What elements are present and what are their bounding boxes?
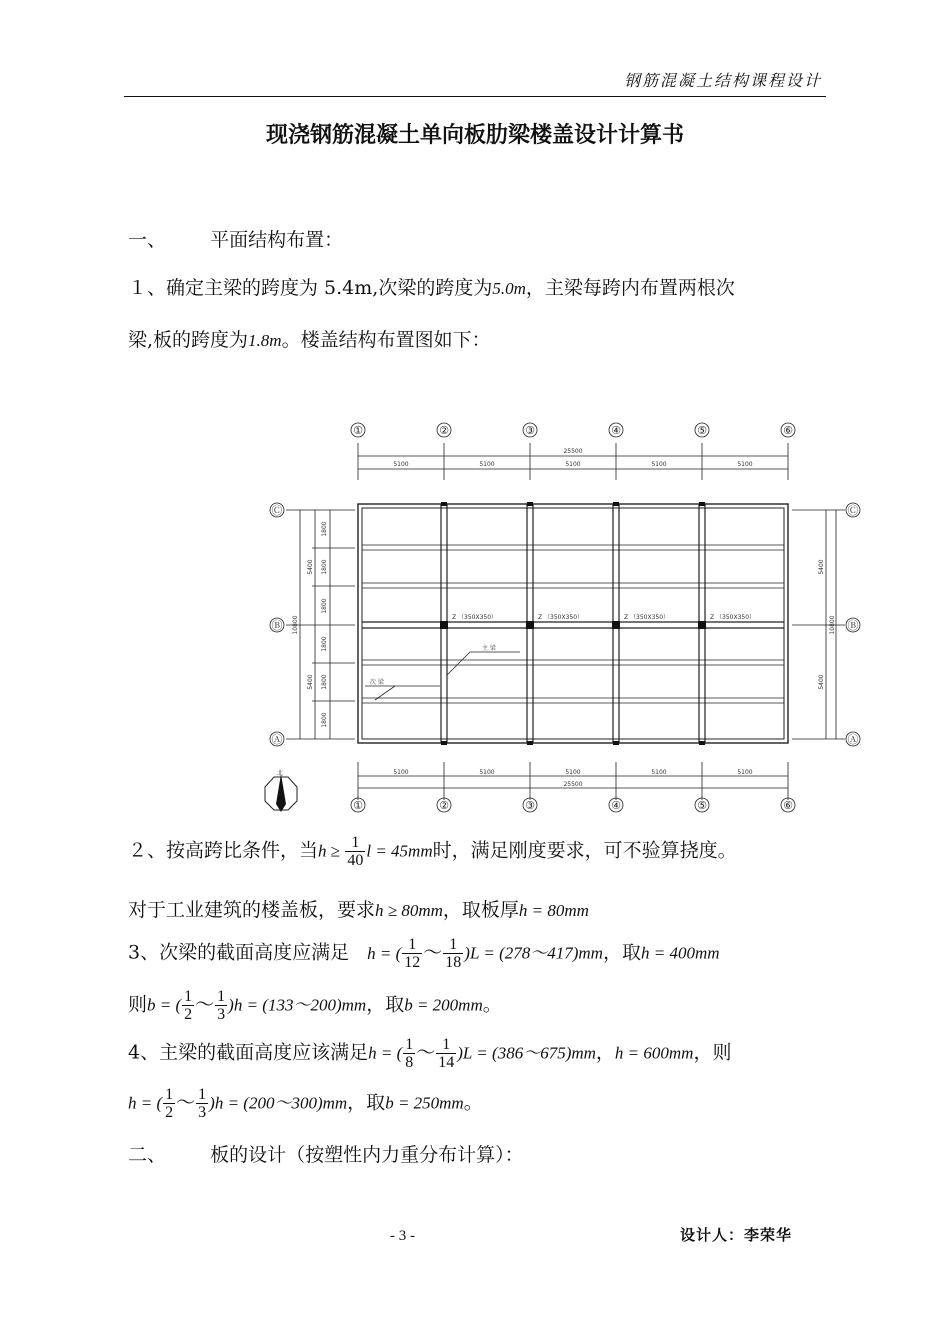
column-label-4: Z （350X350） [710,614,756,621]
p1-secondary-span: 5.0m [492,279,526,298]
axis-label-right-c: Ⓒ [847,504,859,517]
dim-overall-width-top: 25500 [563,448,583,455]
p1-text-d: 。楼盖结构布置图如下： [281,329,491,351]
dim-bay-top-2: 5100 [479,461,495,468]
section-1-number: 一、 [128,229,167,251]
p3-g2-den: 3 [217,1006,226,1023]
column-label-2: Z （350X350） [538,614,584,621]
p3-fraction-3 [182,988,194,1023]
p3-lhs-2: b = ( [147,995,182,1015]
p3-rest-2: )h = (133～200)mm [228,995,367,1015]
section-2-number: 二、 [128,1144,167,1166]
p3-end: 。 [482,993,502,1016]
axis-label-left-a: Ⓐ [271,733,283,746]
column-marks [276,502,706,812]
column-label-1: Z （350X350） [452,614,498,621]
page-number: - 3 - [390,1228,415,1244]
axis-label-right-a: Ⓐ [847,733,859,746]
p2-text-b: 时，满足刚度要求，可不验算挠度。 [432,839,737,862]
paragraph-2-line-1 [128,834,737,869]
p3-g1-num: 1 [184,988,193,1005]
p3-text-a: 3、次梁的截面高度应满足 [128,941,350,964]
dim-bay-top-4: 5100 [651,461,667,468]
p2-fraction [345,834,365,869]
p1-text-a: １、确定主梁的跨度为 5.4m,次梁的跨度为 [128,277,493,299]
p4-f2-num: 1 [436,1036,456,1054]
dim-bay-bottom-4: 5100 [651,769,667,776]
p3-fraction-2 [443,936,463,971]
axis-label-top-2: ② [439,424,449,437]
p2-text-a: ２、按高跨比条件，当 [128,839,319,862]
p4-g1-den: 2 [165,1104,174,1121]
p2-rest: l = 45mm [366,841,433,861]
dim-bay-top-5: 5100 [737,461,753,468]
dim-slab-left-1: 1800 [321,521,328,537]
p4-tilde-2: ～ [176,1091,196,1114]
dim-bay-bottom-5: 5100 [737,769,753,776]
dim-overall-depth-right: 10800 [829,615,836,635]
p2-requirement: h ≥ 80mm [375,901,443,920]
dim-bay-top-1: 5100 [393,461,409,468]
p3-f2-num: 1 [443,936,463,954]
paragraph-3-line-2 [128,988,502,1023]
axis-label-bottom-3: ③ [525,799,535,812]
p3-g2-num: 1 [217,988,226,1005]
p4-g2-den: 3 [198,1104,207,1121]
dim-main-span-left-2: 5400 [307,674,314,690]
axis-label-top-3: ③ [525,424,535,437]
axis-label-bottom-1: ① [353,799,363,812]
p3-g1-den: 2 [184,1006,193,1023]
main-beam-label: 主 梁 [482,645,496,652]
p4-f1-num: 1 [405,1036,414,1053]
p4-f2-den: 14 [438,1054,455,1071]
dim-overall-width-bottom: 25500 [563,781,583,788]
p4-tilde: ～ [416,1041,436,1064]
p3-text-b: ，取 [602,941,641,964]
axis-label-top-5: ⑤ [697,424,707,437]
p3-lhs: h = ( [367,943,402,963]
header-course-title: 钢筋混凝土结构课程设计 [623,71,822,90]
axis-label-left-c: Ⓒ [271,504,283,517]
p3-f1-den: 12 [404,954,421,971]
secondary-beam-label: 次 梁 [370,679,384,686]
column-label-3: Z （350X350） [624,614,670,621]
p4-value: h = 600mm [614,1043,694,1063]
paragraph-2-line-2 [128,895,589,922]
p1-text-c: 梁,板的跨度为 [128,329,249,351]
north-label: 北 [277,770,284,777]
dim-bay-bottom-1: 5100 [393,769,409,776]
designer-credit: 设计人：李荣华 [680,1226,793,1244]
dim-main-span-left-1: 5400 [307,559,314,575]
section-2-heading [128,1140,524,1167]
dim-slab-left-3: 1800 [321,598,328,614]
p1-text-b: ，主梁每跨内布置两根次 [525,277,735,299]
axis-label-bottom-5: ⑤ [697,799,707,812]
p2-frac-den: 40 [347,852,364,869]
p4-fraction-3 [163,1086,175,1121]
axis-label-top-1: ① [353,424,363,437]
p3-fraction-4 [215,988,227,1023]
p4-lhs: h = ( [368,1043,403,1063]
p3-fraction-1 [402,936,422,971]
axis-label-bottom-2: ② [439,799,449,812]
p3-tilde: ～ [423,941,443,964]
paragraph-4-line-1 [128,1036,731,1071]
paragraph-4-line-2 [128,1086,483,1121]
dim-slab-left-6: 1800 [321,712,328,728]
dim-bay-top-3: 5100 [565,461,581,468]
p3-text-c: 则 [128,993,148,1016]
p4-text-b: ，则 [693,1041,732,1064]
p3-take: h = 400mm [640,943,720,963]
p4-fraction-2 [436,1036,456,1071]
p4-g2-num: 1 [198,1086,207,1103]
p4-fraction-4 [196,1086,208,1121]
p4-text-c: ，取 [347,1091,386,1114]
axis-label-right-b: Ⓑ [847,619,859,632]
paragraph-3-line-1 [128,936,720,971]
dim-main-span-right-1: 5400 [818,559,825,575]
dim-slab-left-5: 1800 [321,674,328,690]
p3-rest: )L = (278～417)mm [464,943,603,963]
axis-label-bottom-6: ⑥ [783,799,793,812]
dim-bay-bottom-2: 5100 [479,769,495,776]
p3-tilde-2: ～ [195,993,215,1016]
p4-text-a: 4、主梁的截面高度应该满足 [128,1041,369,1064]
p2-take: h = 80mm [518,901,589,920]
p4-take-2: b = 250mm [385,1093,464,1113]
p2-text-d: ，取板厚 [442,899,519,921]
p3-take-2: b = 200mm [404,995,483,1015]
dim-main-span-right-2: 5400 [818,674,825,690]
p4-fraction-1 [403,1036,415,1071]
axis-label-left-b: Ⓑ [271,619,283,632]
section-1-title: 平面结构布置： [210,229,344,251]
p2-frac-num: 1 [345,834,365,852]
p4-g1-num: 1 [165,1086,174,1103]
p4-f1-den: 8 [405,1054,414,1071]
p4-rest: )L = (386～675)mm [457,1043,596,1063]
axis-label-top-4: ④ [611,424,621,437]
dim-bay-bottom-3: 5100 [565,769,581,776]
p3-text-d: ，取 [366,993,405,1016]
axis-label-top-6: ⑥ [783,424,793,437]
section-2-title: 板的设计（按塑性内力重分布计算）： [210,1144,524,1166]
p4-sep: ， [595,1041,615,1064]
p2-ge: ≥ [326,841,345,861]
p3-f1-num: 1 [402,936,422,954]
north-arrow-icon [276,774,286,812]
p4-lhs-2: h = ( [128,1093,163,1113]
p3-f2-den: 18 [445,954,462,971]
dim-overall-depth-left: 10800 [292,615,299,635]
p4-end: 。 [463,1091,483,1114]
p1-slab-span: 1.8m [248,331,282,350]
dim-slab-left-4: 1800 [321,636,328,652]
dim-slab-left-2: 1800 [321,559,328,575]
axis-label-bottom-4: ④ [611,799,621,812]
p4-rest-2: )h = (200～300)mm [209,1093,348,1113]
p2-text-c: 对于工业建筑的楼盖板，要求 [128,899,376,921]
document-title: 现浇钢筋混凝土单向板肋梁楼盖设计计算书 [265,123,684,148]
p2-h: h [318,841,327,861]
